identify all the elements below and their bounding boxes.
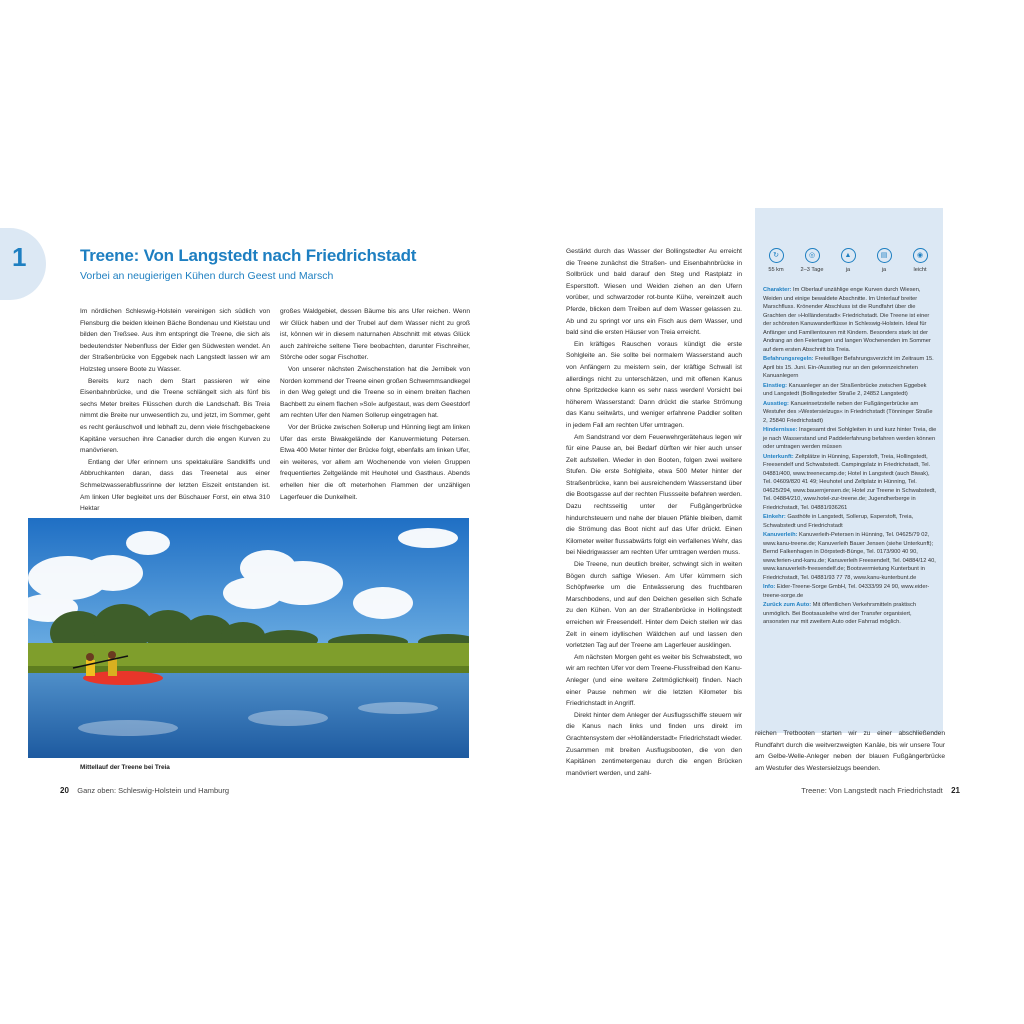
running-header-left: Ganz oben: Schleswig-Holstein und Hamburg [77, 786, 229, 795]
icon-label: ja [845, 267, 851, 273]
paragraph: Am Sandstrand vor dem Feuerwehrgerätehaus legen wir für eine Pause an, bei Bedarf dürften wir hier auch unser Zelt aufstellen. Wieder in den Booten, folgen zwei weitere Stufen. Die erste Sohlgleite, etwa 500 Meter hinter der Straßenbrücke, kann bei ausreichendem Wasserstand über die Bootsgasse auf der rechten Flussseite befahren werden. Dazu rechtsseitig unter der Fußgängerbrücke hindurchsteuern und nahe der blauen Pfähle bleiben, damit die Strömung das Boot nicht auf das Ufer drückt. Einen Kilometer weiter flussabwärts folgt ein verfallenes Wehr, das bei Niedrigwasser am rechten Ufer umtragen werden muss. [566, 433, 742, 557]
paragraph: Direkt hinter dem Anleger der Ausflugsschiffe steuern wir die Kanus nach links und finden uns direkt im Grachtensystem der »Holländerstadt« Friedrichstadt wieder. Zusammen mit breiten Ausflugsbooten, die von den Kapitänen zentimetergenau durch die engen Brücken manövriert werden, und zahl- [566, 711, 742, 777]
icon-label: 55 km [768, 267, 784, 273]
paragraph: Ein kräftiges Rauschen voraus kündigt die erste Sohlgleite an. Sie sollte bei normalem Wasserstand auch von Anfängern zu meistern sein, der kräftige Schwall ist allerdings nicht zu unterschätzen, und mit offenen Kanus ohne Spritzdecke kann es sehr nass werden! Vorsicht bei höherem Wasserstand: Dann drückt die starke Strömung das Kanu seitwärts, und weniger erfahrene Paddler sollten in jedem Fall am rechten Ufer umtragen. [566, 340, 742, 429]
chapter-number: 1 [12, 242, 27, 272]
icon-label: ja [881, 267, 887, 273]
paragraph: Im nördlichen Schleswig-Holstein vereinigen sich südlich von Flensburg die beiden kleinen Bäche Bondenau und Kielstau und bilden den Treßsee. Aus ihm entspringt die Treene, die sich als bedeutendster Nebenfluss der Eider gen Südwesten wendet. An der Straßenbrücke von Eggebek nach Langstedt lassen wir am Holzsteg unsere Boote zu Wasser. [80, 308, 270, 373]
paragraph: Die Treene, nun deutlich breiter, schwingt sich in weiten Bögen durch saftige Wiesen. Am Ufer kümmern sich Schöpfwerke um die Entwässerung des fruchtbaren Marschbodens, und auf den Deichen gesellen sich Schafe zu den Kühen. Von an der Straßenbrücke in Hollingstedt erreichen wir Freesendelf. Hinter dem Deich stellen wir das Zelt in einem idyllischen Wäldchen auf und lassen den vorletzten Tag auf der Treene am Lagerfeuer ausklingen. [566, 561, 742, 650]
info-entry: Unterkunft: Zeltplätze in Hünning, Esperstoft, Treia, Hollingstedt, Freesendelf und Schwabstedt. Campingplatz in Friedrichstadt, Tel. 04881/400, www.treenecamp.de; Hotel in Langstedt (auch Biwak), Tel. 04609/820 41 49; Heuhotel und Zeltplatz in Hünning, Tel. 04625/294, www.bauernjensen.de; Hotel zur Treene in Schwabstedt, Tel. 04884/210, www.hotel-zur-treene.de; Jugendherberge in Friedrichstadt, Tel. 04881/936261 [763, 453, 936, 511]
text-column-2 [280, 306, 470, 503]
photo-caption: Mittellauf der Treene bei Treia [80, 764, 170, 771]
paragraph: Von unserer nächsten Zwischenstation hat die Jernibek von Norden kommend der Treene einen großen Schwemmsandkegel in den Weg gelegt und die Treene so in einem breiten flachen Bachbett zu einem flachen »Sol« aufgestaut, was dem Geestdorf am rechten Ufer den Namen Sollerup eingetragen hat. [280, 365, 470, 420]
footer-right [801, 786, 960, 795]
icon-label: 2–3 Tage [800, 267, 824, 273]
running-header-right: Treene: Von Langstedt nach Friedrichstadt [801, 786, 943, 795]
paragraph: Gestärkt durch das Wasser der Bollingstedter Au erreicht die Treene zunächst die Straßen- und Eisenbahnbrücke in Sollbrück und bald darauf den Steg und Rastplatz in Espersttoft. Wiesen und Weiden ziehen an den Ufern vorüber, und schwarzoder rot-bunte Kühe, vereinzelt auch Pferde, blicken dem Treiben auf dem Wasser gelassen zu. Ab und zu springt vor uns ein Fisch aus dem Wasser, und bald sind die ersten Häuser von Treia erreicht. [566, 248, 742, 337]
chapter-subtitle: Vorbei an neugierigen Kühen durch Geest und Marsch [80, 270, 334, 282]
photo-illustration [28, 518, 469, 758]
info-entry: Kanuverleih: Kanuverleih-Petersen in Hünning, Tel. 04625/79 02, www.kanu-treene.de; Kanuverleih Bauer Jensen (siehe Unterkunft); Bernd Falkenhagen in Dörpstedt-Bünge, Tel. 0173/900 40 90, www.ferien-und-kanu.de; Kanuverleih Freesendelf, Tel. 04884/12 40, www.kanuverleih-freesendelf.de; Bootsvermietung Kunterbunt in Friedrichstadt, Tel. 04881/93 77 78, www.kanu-kunterbunt.de [763, 532, 936, 581]
info-icons-row [755, 248, 943, 288]
page-number-right: 21 [951, 786, 960, 795]
camping-icon: ▲ ja [831, 248, 865, 273]
info-sidebar [755, 208, 943, 733]
paragraph: großes Waldgebiet, dessen Bäume bis ans Ufer reichen. Wenn wir Glück haben und der Trubel auf dem Wasser nicht zu groß ist, können wir in diesem naturnahen Abschnitt mit etwas Glück auch zahlreiche seltene Tiere beobachten, darunter Fischreiher, Störche oder sogar Fischotter. [280, 308, 470, 362]
paragraph: Am nächsten Morgen geht es weiter bis Schwabstedt, wo wir am rechten Ufer vor dem Treene-Flussfreibad den Kanu-Anleger (und eine weitere Zeltmöglichkeit) finden. Nach einer Pause nehmen wir die letzten Kilometer bis Friedrichstadt in Angriff. [566, 653, 742, 708]
page-number-left: 20 [60, 786, 69, 795]
info-entry: Ausstieg: Kanueinsetzstelle neben der Fußgängerbrücke am Westufer des »Westersielzugs« in Friedrichstadt (Tönninger Straße 2, 25840 Friedrichstadt) [763, 400, 933, 424]
info-entry: Charakter: Im Oberlauf unzählige enge Kurven durch Wiesen, Weiden und einige bewaldete Abschnitte. Im Unterlauf breiter Marschfluss. Krönender Abschluss ist die Rundfahrt über die Grachten der »Holländerstadt« Friedrichstadt. Die Treene ist einer der schönsten Kanuwanderflüsse in Schleswig-Holstein. Ideal für Anfänger und Familientouren mit Kindern. Besonders stark ist der Andrang an den Feiertagen und langen Wochenenden im Sommer auf dem ersten Abschnitt bis Treia. [763, 287, 931, 353]
text-column-1 [80, 306, 270, 515]
paragraph: Bereits kurz nach dem Start passieren wir eine Eisenbahnbrücke, und die Treene schlängelt sich als fünf bis sechs Meter breites Flüsschen durch die Landschaft. Bis Treia nimmt die Breite nur unwesentlich zu, und jetzt, im Sommer, geht es recht geräuschvoll und lebhaft zu, denn viele frischgebackene Kapitäne versuchen ihre Canadier durch die engen Kurven zu manövrieren. [80, 377, 270, 455]
difficulty-icon: ◉ leicht [903, 248, 937, 273]
sidebar-info-text [763, 286, 937, 628]
paragraph: Entlang der Ufer erinnern uns spektakuläre Sandkliffs und Abbruchkanten daran, dass das Treenetal aus einer Schmelzwasserabflussrinne der letzten Eiszeit entstanden ist. Am linken Ufer begleitet uns der Büschauer Forst, ein etwa 310 Hektar [80, 458, 270, 513]
paragraph: Vor der Brücke zwischen Sollerup und Hünning liegt am linken Ufer das erste Biwakgelände der Kanuvermietung Petersen. Etwa 400 Meter hinter der Brücke folgt, ebenfalls am linken Ufer, ein weiteres, vor allem am Wochenende von vielen Gruppen frequentiertes Zeltgelände mit Heuhotel und Gasthaus. Abends erhellen hier die oft meterhohen Flammen der unzähligen Lagerfeuer die Dunkelheit. [280, 423, 470, 501]
info-entry: Einstieg: Kanuanleger an der Straßenbrücke zwischen Eggebek und Langstedt (Bollingstedter Straße 2, 24852 Langstedt) [763, 382, 927, 397]
info-entry: Zurück zum Auto: Mit öffentlichen Verkehrsmitteln praktisch unmöglich. Bei Bootsausleihe wird der Transfer organisiert, ansonsten nur mit zweitem Auto oder Fahrrad möglich. [763, 602, 916, 625]
footer-left [60, 786, 229, 795]
info-entry: Hindernisse: Insgesamt drei Sohlgleiten in und kurz hinter Treia, die je nach Wasserstand und Paddelerfahrung befahren werden können oder umtragen werden müssen [763, 427, 937, 450]
chapter-title: Treene: Von Langstedt nach Friedrichstadt [80, 246, 417, 265]
text-column-4: reichen Tretbooten starten wir zu einer abschließenden Rundfahrt durch die weitverzweigten Kanäle, bis wir unsere Tour am Gelbe-Welle-Anleger neben der blauen Fußgängerbrücke am Westufer des Westersielzugs beenden. [755, 730, 945, 772]
info-entry: Befahrungsregeln: Freiwilliger Befahrungsverzicht im Zeitraum 15. April bis 15. Juni. Ein-/Ausstieg nur an den gekennzeichneten Kanuanlegern [763, 356, 934, 379]
river-kayak-photo [28, 518, 469, 758]
distance-icon: ↻ 55 km [759, 248, 793, 273]
text-column-3 [566, 246, 742, 779]
info-entry: Info: Eider-Treene-Sorge GmbH, Tel. 04333/99 24 90, www.eider-treene-sorge.de [763, 584, 930, 599]
sign-icon: ▤ ja [867, 248, 901, 273]
icon-label: leicht [913, 267, 927, 273]
duration-icon: ◎ 2–3 Tage [795, 248, 829, 273]
info-entry: Einkehr: Gasthöfe in Langstedt, Sollerup, Esperstoft, Treia, Schwabstedt und Friedrichstadt [763, 514, 914, 529]
